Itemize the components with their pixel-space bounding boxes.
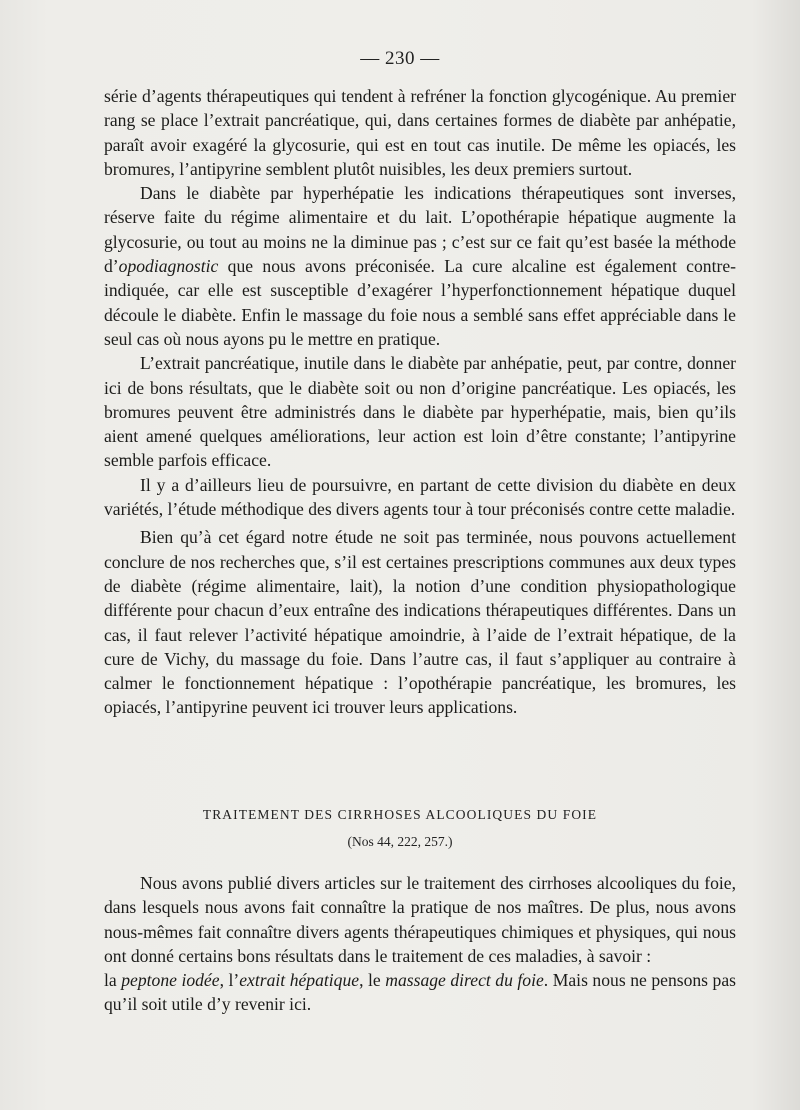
- paragraph: la peptone iodée, l’extrait hépatique, le massage direct du foie. Mais nous ne pensons pas qu’il soit utile d’y revenir ici.: [104, 970, 737, 1015]
- body-text: [104, 84, 736, 720]
- section-body-text: [104, 871, 736, 1017]
- section-title: TRAITEMENT DES CIRRHOSES ALCOOLIQUES DU FOIE: [202, 807, 598, 822]
- paragraph: Bien qu’à cet égard notre étude ne soit pas terminée, nous pouvons actuellement conclure de nos recherches que, s’il est certaines prescriptions communes aux deux types de diabète (régime alimentaire, lait), la notion d’une condition physiopathologique différente pour chacun d’eux entraîne des indications thérapeutiques différentes. Dans un cas, il faut relever l’activité hépatique amoindrie, à l’aide de l’extrait hépatique, de la cure de Vichy, du massage du foie. Dans l’autre cas, il faut s’appliquer au contraire à calmer le fonctionnement hépatique : l’opothérapie pancréatique, les bromures, les opiacés, l’antipyrine peuvent ici trouver leurs applications.: [104, 527, 736, 718]
- paragraph: L’extrait pancréatique, inutile dans le diabète par anhépatie, peut, par contre, donner ici de bons résultats, que le diabète soit ou non d’origine pancréatique. Les opiacés, les bromures peuvent être administrés dans le diabète par hyperhépatie, mais, bien qu’ils aient amené quelques améliorations, leur action est loin d’être constante; l’antipyrine semble parfois efficace.: [104, 353, 736, 471]
- emphasis: opodiagnostic: [118, 256, 219, 277]
- emphasis: massage direct du foie: [385, 970, 544, 991]
- section-references: (Nos 44, 222, 257.): [347, 834, 453, 849]
- page-number: — 230 —: [360, 48, 440, 69]
- paragraph: Il y a d’ailleurs lieu de poursuivre, en partant de cette division du diabète en deux variétés, l’étude méthodique des divers agents tour à tour préconisés contre cette maladie.: [104, 474, 736, 520]
- paragraph: Dans le diabète par hyperhépatie les indications thérapeutiques sont inverses, réserve faite du régime alimentaire et du lait. L’opothérapie hépatique augmente la glycosurie, ou tout au moins ne la diminue pas ; c’est sur ce fait qu’est basée la méthode d’opodiagnostic que nous avons préconisée. La cure alcaline est également contre-indiquée, car elle est susceptible d’exagérer l’hyperfonctionnement hépatique duquel découle le diabète. Enfin le massage du foie nous a semblé sans effet appréciable dans le seul cas où nous ayons pu le mettre en pratique.: [104, 183, 736, 349]
- emphasis: extrait hépatique: [239, 970, 360, 991]
- emphasis: peptone iodée: [121, 970, 220, 991]
- paragraph: série d’agents thérapeutiques qui tendent à refréner la fonction glycogénique. Au premier rang se place l’extrait pancréatique, qui, dans certaines formes de diabète par anhépatie, paraît avoir exagéré la glycosurie, qui est en tout cas inutile. De même les opiacés, les bromures, l’antipyrine semblent plutôt nuisibles, les deux premiers surtout.: [104, 86, 736, 179]
- paragraph: Nous avons publié divers articles sur le traitement des cirrhoses alcooliques du foie, dans lesquels nous avons fait connaître la pratique de nos maîtres. De plus, nous avons nous-mêmes fait connaître divers agents thérapeutiques chimiques et physiques, qui nous ont donné certains bons résultats dans le traitement de ces maladies, à savoir :: [104, 873, 736, 966]
